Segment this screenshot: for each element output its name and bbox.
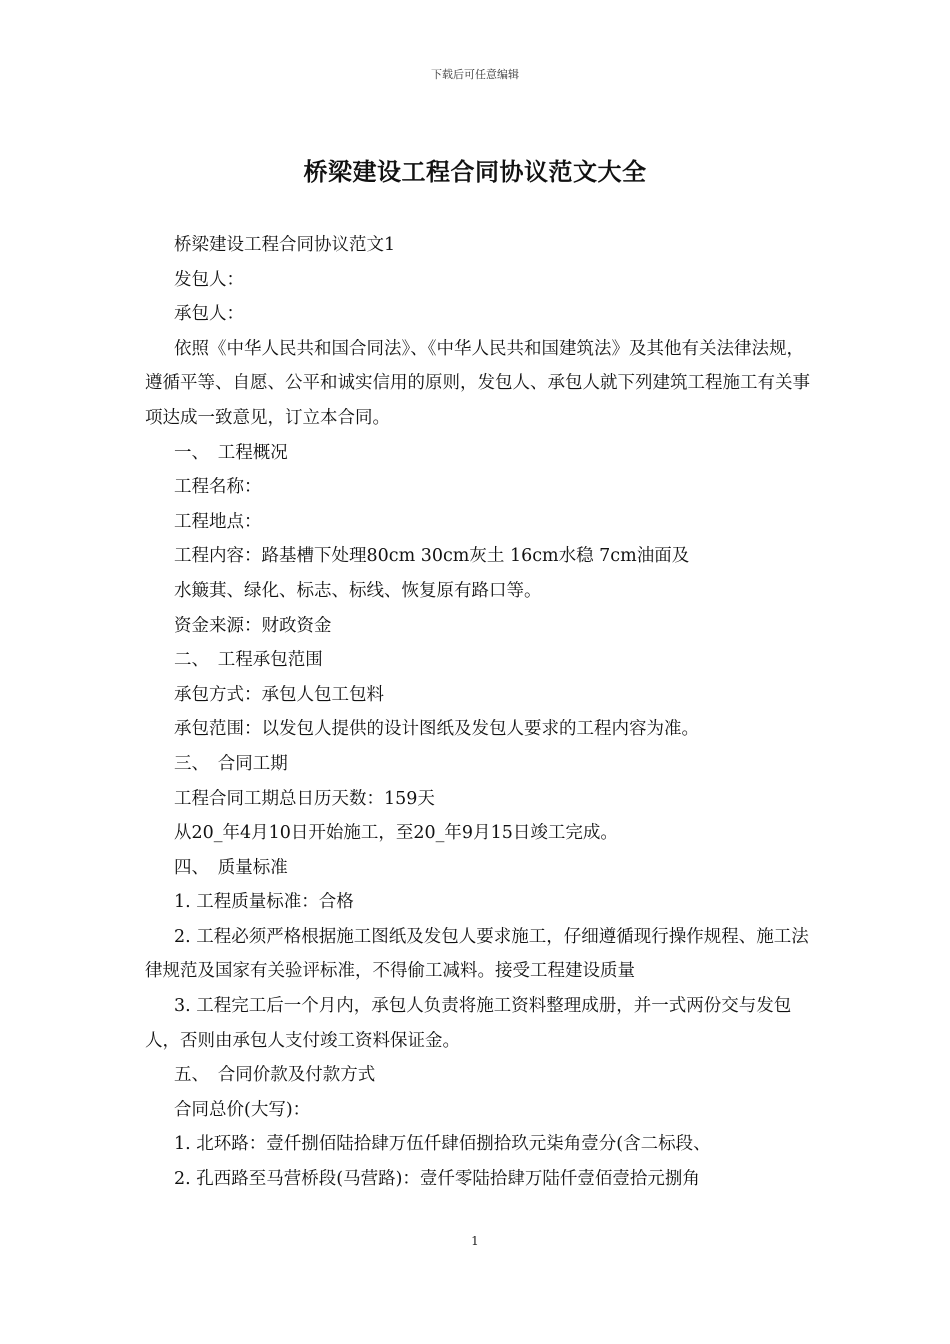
paragraph-schedule: 从20_年4月10日开始施工，至20_年9月15日竣工完成。 [174,823,618,844]
paragraph-total-price: 合同总价(大写)： [174,1099,311,1120]
paragraph-project-location: 工程地点： [174,511,262,532]
paragraph-price-2: 2. 孔西路至马营桥段(马营路)：壹仟零陆拾肆万陆仟壹佰壹拾元捌角 [174,1169,700,1190]
paragraph-employer: 发包人： [174,269,244,290]
document-body [145,228,815,1197]
paragraph-contract-scope: 承包范围：以发包人提供的设计图纸及发包人要求的工程内容为准。 [174,719,699,740]
paragraph-price-1: 1. 北环路：壹仟捌佰陆拾肆万伍仟肆佰捌拾玖元柒角壹分(含二标段、 [174,1134,711,1155]
section-heading-2: 二、 工程承包范围 [174,650,323,671]
section-heading-3: 三、 合同工期 [174,753,288,774]
header-note: 下载后可任意编辑 [431,68,519,81]
section-heading-5: 五、 合同价款及付款方式 [174,1065,376,1086]
document-title: 桥梁建设工程合同协议范文大全 [303,157,647,186]
section-heading-4: 四、 质量标准 [174,857,288,878]
paragraph-project-name: 工程名称： [174,477,262,498]
paragraph-preamble: 依照《中华人民共和国合同法》、《中华人民共和国建筑法》及其他有关法律法规，遵循平等、自愿、公平和诚实信用的原则，发包人、承包人就下列建筑工程施工有关事项达成一致意见，订立本合同。 [145,338,810,428]
paragraph-project-content: 工程内容：路基槽下处理80cm 30cm灰土 16cm水稳 7cm油面及 [174,546,690,567]
paragraph-total-days: 工程合同工期总日历天数：159天 [174,788,435,809]
paragraph-quality-3: 3. 工程完工后一个月内，承包人负责将施工资料整理成册，并一式两份交与发包人，否则由承包人支付竣工资料保证金。 [145,996,792,1051]
page-number: 1 [471,1234,479,1248]
paragraph-subtitle: 桥梁建设工程合同协议范文1 [174,235,396,255]
paragraph-funding: 资金来源：财政资金 [174,615,332,636]
paragraph-quality-1: 1. 工程质量标准：合格 [174,892,354,913]
paragraph-contract-method: 承包方式：承包人包工包料 [174,684,384,705]
paragraph-quality-2: 2. 工程必须严格根据施工图纸及发包人要求施工，仔细遵循现行操作规程、施工法律规范及国家有关验评标准，不得偷工减料。接受工程建设质量 [145,926,809,982]
section-heading-1: 一、 工程概况 [174,442,288,463]
paragraph-project-content-cont: 水簸萁、绿化、标志、标线、恢复原有路口等。 [174,580,542,601]
paragraph-contractor: 承包人： [174,304,244,325]
